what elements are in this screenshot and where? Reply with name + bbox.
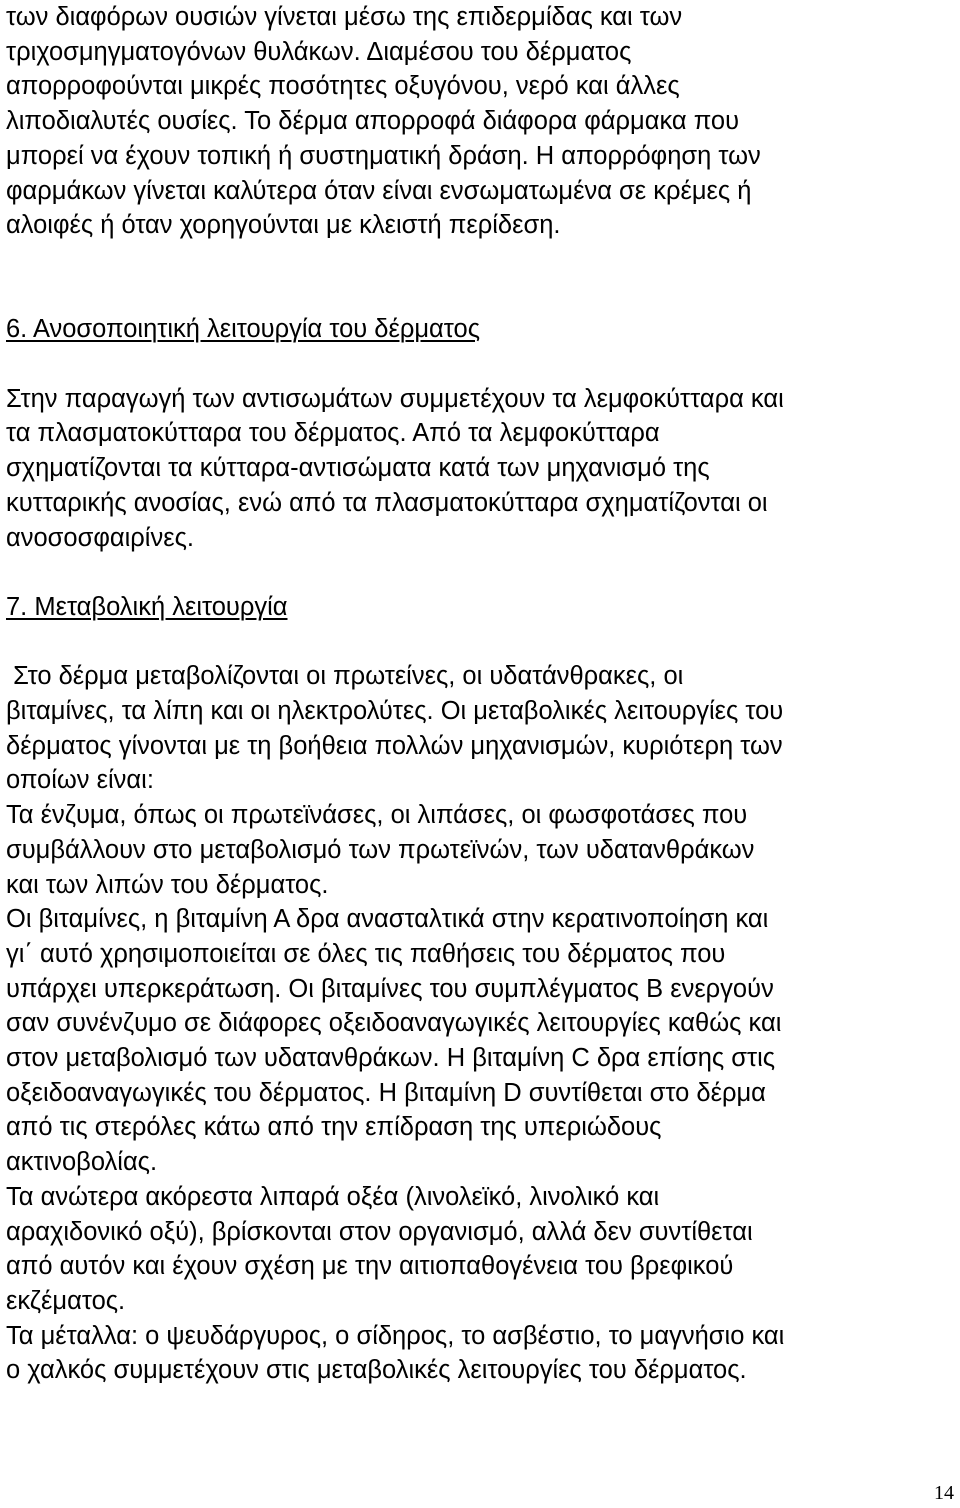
text-line: κυτταρικής ανοσίας, ενώ από τα πλασματοκύτταρα σχηματίζονται οι: [6, 488, 768, 517]
text-line: σχηματίζονται τα κύτταρα-αντισώματα κατά των μηχανισμό της: [6, 454, 710, 483]
text-line: Τα ένζυμα, όπως οι πρωτεϊνάσες, οι λιπάσες, οι φωσφοτάσες που: [6, 801, 748, 830]
spacer: [6, 278, 956, 313]
text-line: Στο δέρμα μεταβολίζονται οι πρωτείνες, οι υδατάνθρακες, οι: [6, 662, 684, 691]
text-line: αλοιφές ή όταν χορηγούνται με κλειστή περίδεση.: [6, 211, 561, 240]
text-line: ο χαλκός συμμετέχουν στις μεταβολικές λειτουργίες του δέρματος.: [6, 1356, 747, 1385]
text-line: οξειδοαναγωγικές του δέρματος. Η βιταμίνη D συντίθεται στο δέρμα: [6, 1078, 766, 1107]
text-line: απορροφούνται μικρές ποσότητες οξυγόνου, νερό και άλλες: [6, 72, 680, 101]
text-line: τριχοσμηγματογόνων θυλάκων. Διαμέσου του δέρματος: [6, 37, 632, 66]
section-7-heading: 7. Μεταβολική λειτουργία: [6, 592, 288, 621]
text-line: από τις στερόλες κάτω από την επίδραση της υπεριώδους: [6, 1113, 662, 1142]
text-line: ανοσοσφαιρίνες.: [6, 523, 194, 552]
text-line: οποίων είναι:: [6, 766, 154, 795]
text-line: Τα μέταλλα: ο ψευδάργυρος, ο σίδηρος, το ασβέστιο, το μαγνήσιο και: [6, 1321, 785, 1350]
section-6-heading: 6. Ανοσοποιητική λειτουργία του δέρματος: [6, 315, 480, 344]
text-line: ακτινοβολίας.: [6, 1148, 158, 1177]
text-line: μπορεί να έχουν τοπική ή συστηματική δράση. Η απορρόφηση των: [6, 141, 761, 170]
text-line: υπάρχει υπερκεράτωση. Οι βιταμίνες του συμπλέγματος Β ενεργούν: [6, 974, 774, 1003]
page-number: 14: [934, 1482, 954, 1504]
text-line: τα πλασματοκύτταρα του δέρματος. Από τα λεμφοκύτταρα: [6, 419, 660, 448]
spacer: [6, 243, 956, 278]
text-line: φαρμάκων γίνεται καλύτερα όταν είναι ενσωματωμένα σε κρέμες ή: [6, 176, 752, 205]
text-line: Οι βιταμίνες, η βιταμίνη Α δρα ανασταλτικά στην κερατινοποίηση και: [6, 905, 769, 934]
top-paragraph: [6, 0, 956, 243]
text-line: στον μεταβολισμό των υδατανθράκων. Η βιταμίνη C δρα επίσης στις: [6, 1044, 776, 1073]
text-line: Στην παραγωγή των αντισωμάτων συμμετέχουν τα λεμφοκύτταρα και: [6, 384, 784, 413]
text-line: από αυτόν και έχουν σχέση με την αιτιοπαθογένεια του βρεφικού: [6, 1252, 734, 1281]
text-line: και των λιπών του δέρματος.: [6, 870, 329, 899]
text-line: Τα ανώτερα ακόρεστα λιπαρά οξέα (λινολεϊκό, λινολικό και: [6, 1182, 660, 1211]
text-line: σαν συνένζυμο σε διάφορες οξειδοαναγωγικές λειτουργίες καθώς και: [6, 1009, 782, 1038]
text-line: αραχιδονικό οξύ), βρίσκονται στον οργανισμό, αλλά δεν συντίθεται: [6, 1217, 753, 1246]
document-page: [6, 0, 956, 1388]
text-line: συμβάλλουν στο μεταβολισμό των πρωτεϊνών, των υδατανθράκων: [6, 835, 755, 864]
section-6-paragraph: [6, 382, 956, 556]
text-line: εκζέματος.: [6, 1286, 126, 1315]
spacer: [6, 625, 956, 660]
spacer: [6, 555, 956, 590]
section-7-paragraph: [6, 659, 956, 1388]
text-line: λιποδιαλυτές ουσίες. Το δέρμα απορροφά διάφορα φάρμακα που: [6, 107, 740, 136]
text-line: δέρματος γίνονται με τη βοήθεια πολλών μηχανισμών, κυριότερη των: [6, 731, 783, 760]
text-line: των διαφόρων ουσιών γίνεται μέσω της επιδερμίδας και των: [6, 3, 683, 31]
text-line: γι΄ αυτό χρησιμοποιείται σε όλες τις παθήσεις του δέρματος που: [6, 939, 726, 968]
spacer: [6, 347, 956, 382]
text-line: βιταμίνες, τα λίπη και οι ηλεκτρολύτες. Οι μεταβολικές λειτουργίες του: [6, 696, 784, 725]
